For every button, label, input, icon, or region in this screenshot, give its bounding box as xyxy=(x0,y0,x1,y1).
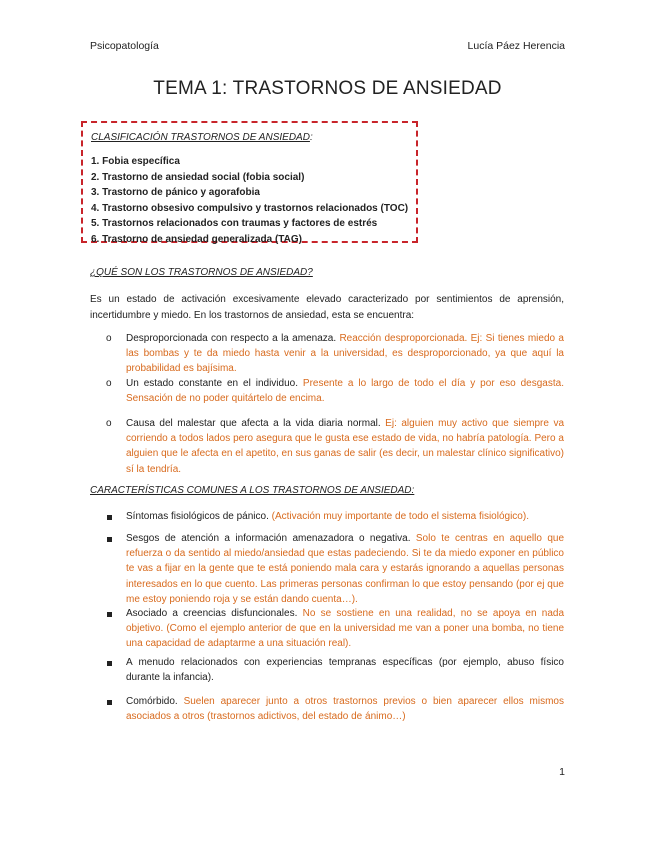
list-item-text xyxy=(126,376,564,406)
classification-box xyxy=(81,121,418,243)
list-item-note: No se sostiene en una realidad, no se apoya en nada objetivo. (Como el ejemplo anterior de que en la universidad me van a poner una bomba, no tiene una capacidad de adaptarme a una situación real). xyxy=(126,608,564,650)
classification-item: 3. Trastorno de pánico y agorafobia xyxy=(91,187,260,199)
bullet-square-icon xyxy=(107,661,112,666)
bullet-square-icon xyxy=(107,700,112,705)
list-item-text xyxy=(126,331,564,377)
list-item-main: A menudo relacionados con experiencias tempranas específicas (por ejemplo, abuso físico durante la infancia). xyxy=(126,657,564,684)
classification-title xyxy=(91,127,408,145)
list-item-main: Síntomas fisiológicos de pánico. xyxy=(126,511,272,522)
bullet-square-icon xyxy=(107,515,112,520)
list-item-note: Suelen aparecer junto a otros trastornos previos o bien aparecer ellos mismos asociados a otros (trastornos adictivos, del estado de ánimo…) xyxy=(126,696,564,723)
list-item-main: Desproporcionada con respecto a la amenaza. xyxy=(126,333,340,344)
what-are-heading: ¿QUÉ SON LOS TRASTORNOS DE ANSIEDAD? xyxy=(90,267,313,278)
bullet-square-icon xyxy=(107,612,112,617)
characteristics-heading: CARACTERÍSTICAS COMUNES A LOS TRASTORNOS DE ANSIEDAD: xyxy=(90,485,415,496)
list-item-main: Sesgos de atención a información amenazadora o negativa. xyxy=(126,533,416,544)
list-item-note: (Activación muy importante de todo el sistema fisiológico). xyxy=(271,511,529,522)
list-item-main: Comórbido. xyxy=(126,696,184,707)
header-author: Lucía Páez Herencia xyxy=(467,40,565,52)
bullet-circle-icon: o xyxy=(106,378,112,389)
classification-title-colon: : xyxy=(309,132,313,143)
bullet-square-icon xyxy=(107,537,112,542)
list-item-text xyxy=(126,694,564,724)
what-are-intro: Es un estado de activación excesivamente elevado caracterizado por sentimientos de aprensión, incertidumbre y miedo. En los trastornos de ansiedad, esta se encuentra: xyxy=(90,294,564,321)
list-item-text xyxy=(126,531,564,607)
list-item-note: Ej: alguien muy activo que siempre va corriendo a todos lados pero asegura que le gusta ese estado de vida, no habría patología. Pero a alguien que le afecta en el apetito, en sus ganas de salir (es decir, un malestar clínico significativo) sí la tendría. xyxy=(126,418,565,475)
classification-item: 6. Trastorno de ansiedad generalizada (TAG) xyxy=(91,233,302,245)
list-item-text xyxy=(126,509,564,524)
header-subject: Psicopatología xyxy=(90,40,159,52)
list-item-note: Reacción desproporcionada. Ej: Si tienes miedo a las bombas y te da miedo hasta venir a la universidad, es desproporcionado, ya que aquí la probabilidad es bajísima. xyxy=(126,333,564,375)
page-number: 1 xyxy=(559,766,565,778)
list-item-text xyxy=(126,655,564,685)
list-item-note: Solo te centras en aquello que refuerza o da sentido al miedo/ansiedad que estas padeciendo. Si te da miedo exponer en público te vas a fijar en la gente que te está poniendo mala cara y estarás ignorando a aquellas personas interesados en lo que cuento. Las primeras personas confirman lo que estoy pensando (por ej que me estoy poniendo roja y se están dando cuenta…). xyxy=(126,533,564,605)
list-item-text xyxy=(126,416,564,477)
classification-title-text: CLASIFICACIÓN TRASTORNOS DE ANSIEDAD xyxy=(91,132,310,143)
list-item-main: Asociado a creencias disfuncionales. xyxy=(126,608,303,619)
bullet-circle-icon: o xyxy=(106,333,112,344)
classification-item: 1. Fobia específica xyxy=(91,156,180,167)
classification-item: 2. Trastorno de ansiedad social (fobia social) xyxy=(91,171,305,183)
classification-item: 4. Trastorno obsesivo compulsivo y trastornos relacionados (TOC) xyxy=(91,202,409,214)
list-item-note: Presente a lo largo de todo el día y por eso desgasta. Sensación de no poder quitártelo de encima. xyxy=(126,378,564,405)
page-title: TEMA 1: TRASTORNOS DE ANSIEDAD xyxy=(153,78,502,99)
list-item-main: Un estado constante en el individuo. xyxy=(126,378,303,389)
bullet-circle-icon: o xyxy=(106,418,112,429)
classification-item: 5. Trastornos relacionados con traumas y factores de estrés xyxy=(91,218,378,230)
list-item-text xyxy=(126,606,564,652)
list-item-main: Causa del malestar que afecta a la vida diaria normal. xyxy=(126,418,386,429)
